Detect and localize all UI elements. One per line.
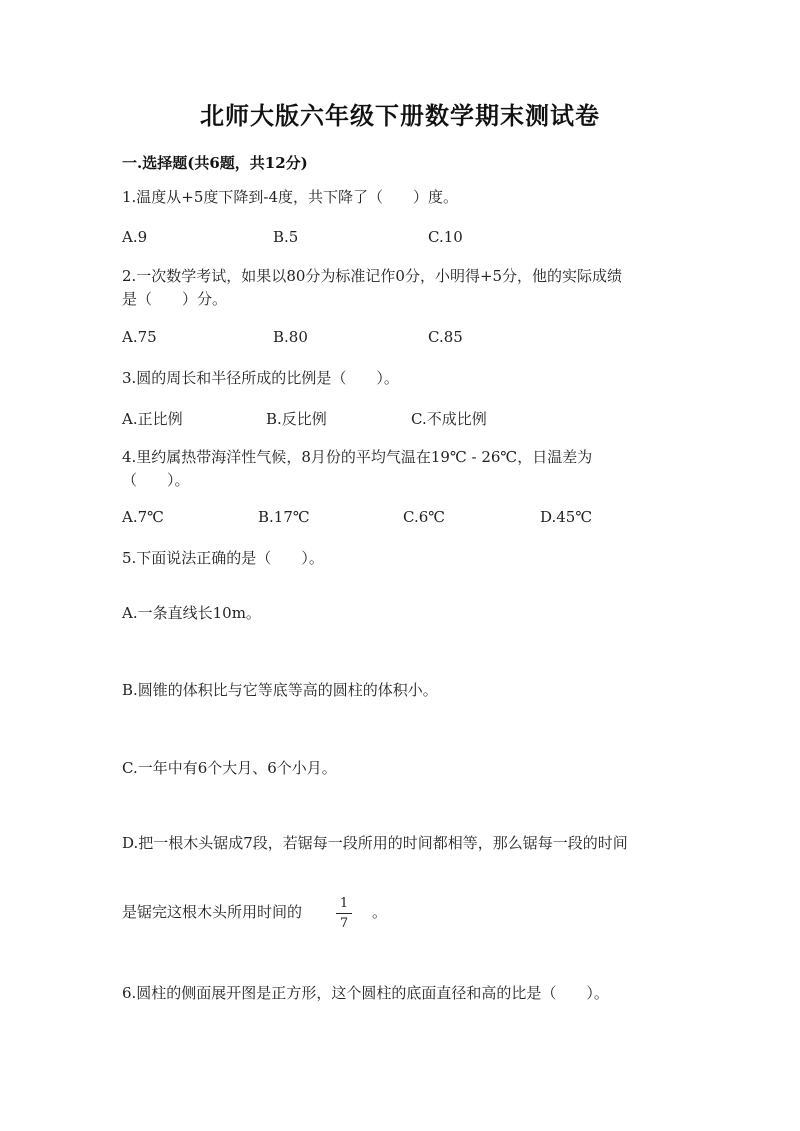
question-3-option-b: B.反比例: [266, 410, 327, 428]
section-heading: 一.选择题(共6题，共12分): [122, 154, 308, 172]
question-4-option-a: A.7℃: [122, 508, 164, 526]
question-5-option-d-end: 。: [372, 903, 388, 921]
question-3-option-a: A.正比例: [122, 410, 183, 428]
question-4-option-b: B.17℃: [258, 508, 310, 526]
question-2-text-line1: 2.一次数学考试，如果以80分为标准记作0分，小明得+5分，他的实际成绩: [122, 267, 623, 285]
fraction-bar: [336, 913, 352, 914]
question-1-option-a: A.9: [122, 228, 148, 246]
question-4-text-line1: 4.里约属热带海洋性气候，8月份的平均气温在19℃ - 26℃，日温差为: [122, 448, 593, 466]
question-1-text: 1.温度从+5度下降到-4度，共下降了（ ）度。: [122, 188, 459, 206]
question-5-option-c: C.一年中有6个大月、6个小月。: [122, 759, 337, 777]
fraction-one-seventh: [336, 897, 352, 931]
question-5-text: 5.下面说法正确的是（ ）。: [122, 549, 324, 567]
question-2-text-line2: 是（ ）分。: [122, 290, 228, 308]
question-4-option-c: C.6℃: [403, 508, 446, 526]
question-4-option-d: D.45℃: [540, 508, 593, 526]
fraction-numerator: 1: [339, 896, 349, 911]
question-2-option-a: A.75: [122, 328, 157, 346]
question-6-text: 6.圆柱的侧面展开图是正方形，这个圆柱的底面直径和高的比是（ ）。: [122, 984, 609, 1002]
question-5-option-d-line2: 是锯完这根木头所用时间的: [122, 903, 303, 921]
question-5-option-d-line1: D.把一根木头锯成7段，若锯每一段所用的时间都相等，那么锯每一段的时间: [122, 834, 628, 852]
question-1-option-c: C.10: [428, 228, 463, 246]
question-5-option-a: A.一条直线长10m。: [122, 604, 261, 622]
question-2-option-b: B.80: [273, 328, 308, 346]
question-3-option-c: C.不成比例: [411, 410, 487, 428]
question-2-option-c: C.85: [428, 328, 463, 346]
question-5-option-b: B.圆锥的体积比与它等底等高的圆柱的体积小。: [122, 681, 438, 699]
question-4-text-line2: （ ）。: [122, 471, 190, 489]
question-1-option-b: B.5: [273, 228, 299, 246]
question-3-text: 3.圆的周长和半径所成的比例是（ ）。: [122, 369, 399, 387]
fraction-denominator: 7: [339, 916, 349, 931]
page-title: 北师大版六年级下册数学期末测试卷: [200, 101, 600, 130]
